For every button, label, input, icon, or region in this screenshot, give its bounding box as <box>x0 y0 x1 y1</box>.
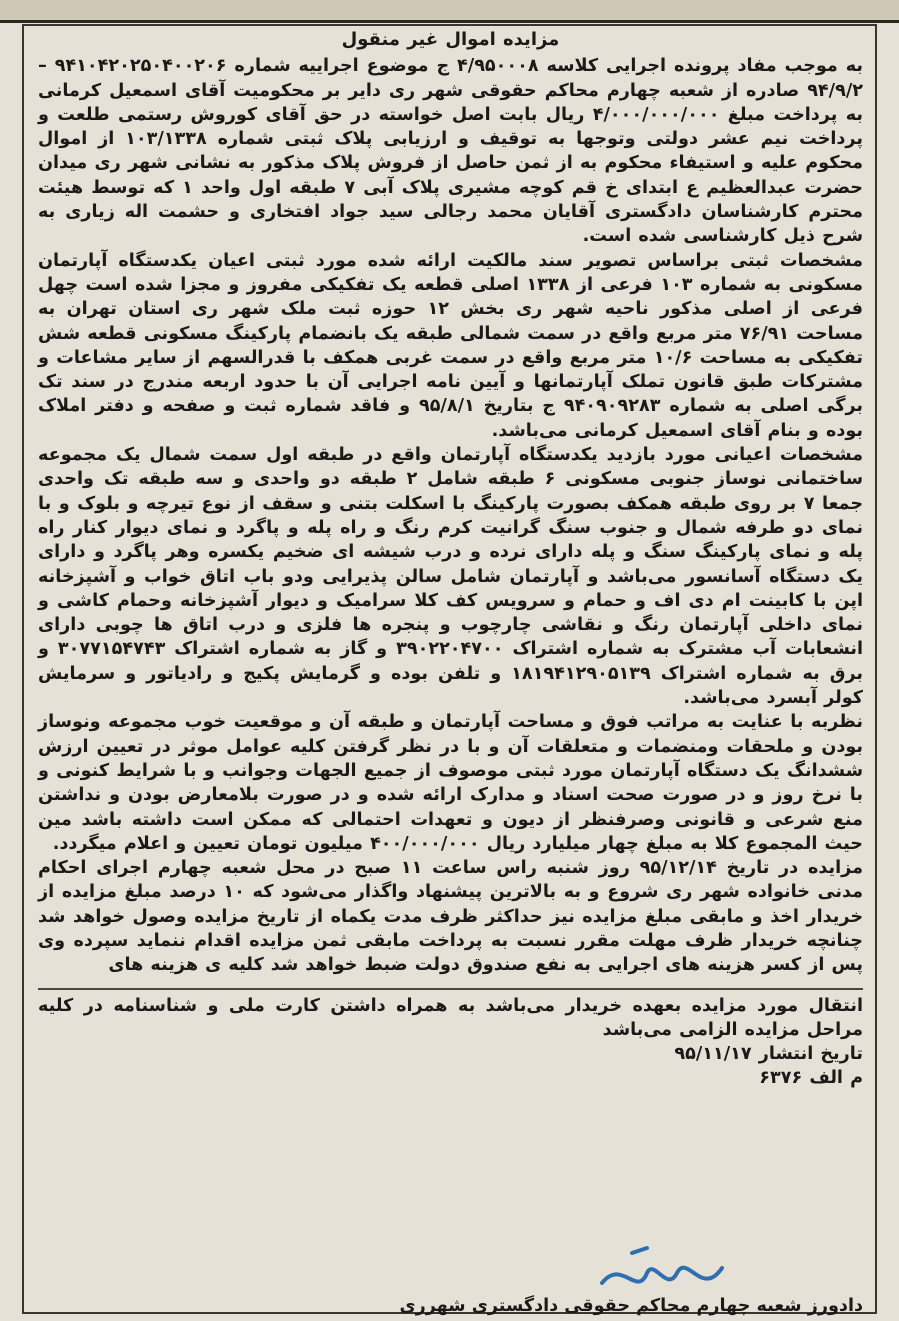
paragraph-transfer: انتقال مورد مزایده بعهده خریدار می‌باشد به همراه داشتن کارت ملی و شناسنامه در کلیه مراحل مزایده الزامی می‌باشد <box>38 995 863 1040</box>
notice-title: مزایده اموال غیر منقول <box>341 29 560 50</box>
footer-block <box>38 988 863 1091</box>
paragraph-registry: مشخصات ثبتی براساس تصویر سند مالکیت ارائه شده مورد ثبتی اعیان یکدستگاه آپارتمان مسکونی به شماره ۱۰۳ فرعی از ۱۳۳۸ اصلی قطعه یک تفکیکی مفروز و مجزا شده است چهل فرعی از اصلی مذکور ناحیه شهر ری بخش ۱۲ حوزه ثبت ملک شهر ری استان تهران به مساحت ۷۶/۹۱ متر مربع واقع در سمت شمالی طبقه یک بانضمام پارکینگ مسکونی قطعه شش تفکیکی به مساحت ۱۰/۶ متر مربع واقع در سمت غربی همکف با قدرالسهم از سایر مشاعات و مشترکات طبق قانون تملک آپارتمانها و آیین نامه اجرایی آن با حدود اربعه مندرج در سند تک برگی اصلی به شماره ۹۴۰۹۰۹۲۸۳ ج بتاریخ ۹۵/۸/۱ و فاقد شماره ثبت و صفحه و دفتر املاک بوده و بنام آقای اسمعیل کرمانی می‌باشد. <box>38 250 863 441</box>
signature-line: دادورز شعبه چهارم محاکم حقوقی دادگستری شهرری <box>399 1296 863 1316</box>
paragraph-intro: به موجب مفاد پرونده اجرایی کلاسه ۴/۹۵۰۰۰۸ ج موضوع اجراییه شماره ۹۴۱۰۴۲۰۲۵۰۴۰۰۲۰۶ – ۹۴/۹/۲ صادره از شعبه چهارم محاکم حقوقی شهر ری دایر بر محکومیت آقای اسمعیل کرمانی به پرداخت مبلغ ۴/۰۰۰/۰۰۰/۰۰۰ ریال بابت اصل خواسته در حق آقای کوروش رستمی طلعت و پرداخت نیم عشر دولتی وتوجها به توقیف و ارزیابی پلاک ثبتی شماره ۱۰۳/۱۳۳۸ از اموال محکوم علیه و استیفاء محکوم به از ثمن حاصل از فروش پلاک مذکور به نشانی شهر ری میدان حضرت عبدالعظیم ع ابتدای خ قم کوچه مشیری پلاک آبی ۷ طبقه اول واحد ۱ که توسط هیئت محترم کارشناسان دادگستری آقایان محمد رجالی سید جواد افتخاری و حشمت اله زیاری به شرح ذیل کارشناسی شده است. <box>38 56 864 247</box>
paragraph-valuation: نظربه با عنایت به مراتب فوق و مساحت آپارتمان و طبقه آن و موقعیت خوب مجموعه ونوساز بودن و ملحقات ومنضمات و متعلقات آن و با در نظر گرفتن کلیه عوامل موثر در تعیین ارزش ششدانگ یک دستگاه آپارتمان مورد ثبتی موصوف از جمیع الجهات وجوانب و با شرایط کنونی و با نرخ روز و در صورت صحت اسناد و مدارک ارائه شده و در صورت بلامعارض بودن و نداشتن منع شرعی و قانونی وصرفنظر از دیون و تعهدات احتمالی که ممکن است داشته باشد مین حیث المجموع کلا به مبلغ چهار میلیارد ریال ۴۰۰/۰۰۰/۰۰۰ میلیون تومان تعیین و اعلام میگردد. <box>38 712 863 854</box>
publish-date: تاریخ انتشار ۹۵/۱۱/۱۷ <box>674 1044 863 1065</box>
top-strip <box>0 0 899 23</box>
paragraph-auction: مزایده در تاریخ ۹۵/۱۲/۱۴ روز شنبه راس ساعت ۱۱ صبح در محل شعبه چهارم اجرای احکام مدنی خانواده شهر ری شروع و به بالاترین پیشنهاد واگذار می‌شود که ۱۰ درصد مبلغ مزایده از خریدار اخذ و مابقی مبلغ مزایده نیز حداکثر ظرف مدت یکماه از تاریخ مزایده وصول خواهد شد چنانچه خریدار ظرف مهلت مقرر نسبت به پرداخت مابقی ثمن مزایده اقدام ننماید سپرده وی پس از کسر هزینه های اجرایی به نفع صندوق دولت ضبط خواهد شد کلیه ی هزینه های <box>38 858 864 976</box>
reference-code: م الف ۶۳۷۶ <box>759 1068 863 1089</box>
paragraph-building: مشخصات اعیانی مورد بازدید یکدستگاه آپارتمان واقع در طبقه اول سمت شمال یک مجموعه ساختمانی نوساز جنوبی مسکونی ۶ طبقه شامل ۲ طبقه دو واحدی و سه طبقه تک واحدی جمعا ۷ بر روی طبقه همکف بصورت پارکینگ با اسکلت بتنی و سقف از نوع تیرچه و بلوک و با نمای دو طرفه شمال و جنوب سنگ گرانیت کرم رنگ و راه پله و پاگرد و نمای دیوار کنار راه پله و نمای پارکینگ سنگ و پله دارای نرده و درب شیشه ای ضخیم یکسره وهر پاگرد و دارای یک دستگاه آسانسور می‌باشد و آپارتمان شامل سالن پذیرایی ودو باب اتاق خواب و آشپزخانه اپن با کابینت ام دی اف و حمام و سرویس کف کلا سرامیک و دیوار آشپزخانه وحمام کاشی و نمای داخلی آپارتمان رنگ و نقاشی چارچوب و پنجره ها فلزی و درب اتاق ها چوبی دارای انشعابات آب مشترک به شماره اشتراک ۳۹۰۲۲۰۴۷۰۰ و گاز به شماره اشتراک ۳۰۷۷۱۵۴۷۴۳ و برق به شماره اشتراک ۱۸۱۹۴۱۲۹۰۵۱۳۹ و تلفن بوده و گرمایش پکیج و رادیاتور و سرمایش کولر آبسرد می‌باشد. <box>38 445 863 709</box>
notice-body <box>38 28 863 1091</box>
